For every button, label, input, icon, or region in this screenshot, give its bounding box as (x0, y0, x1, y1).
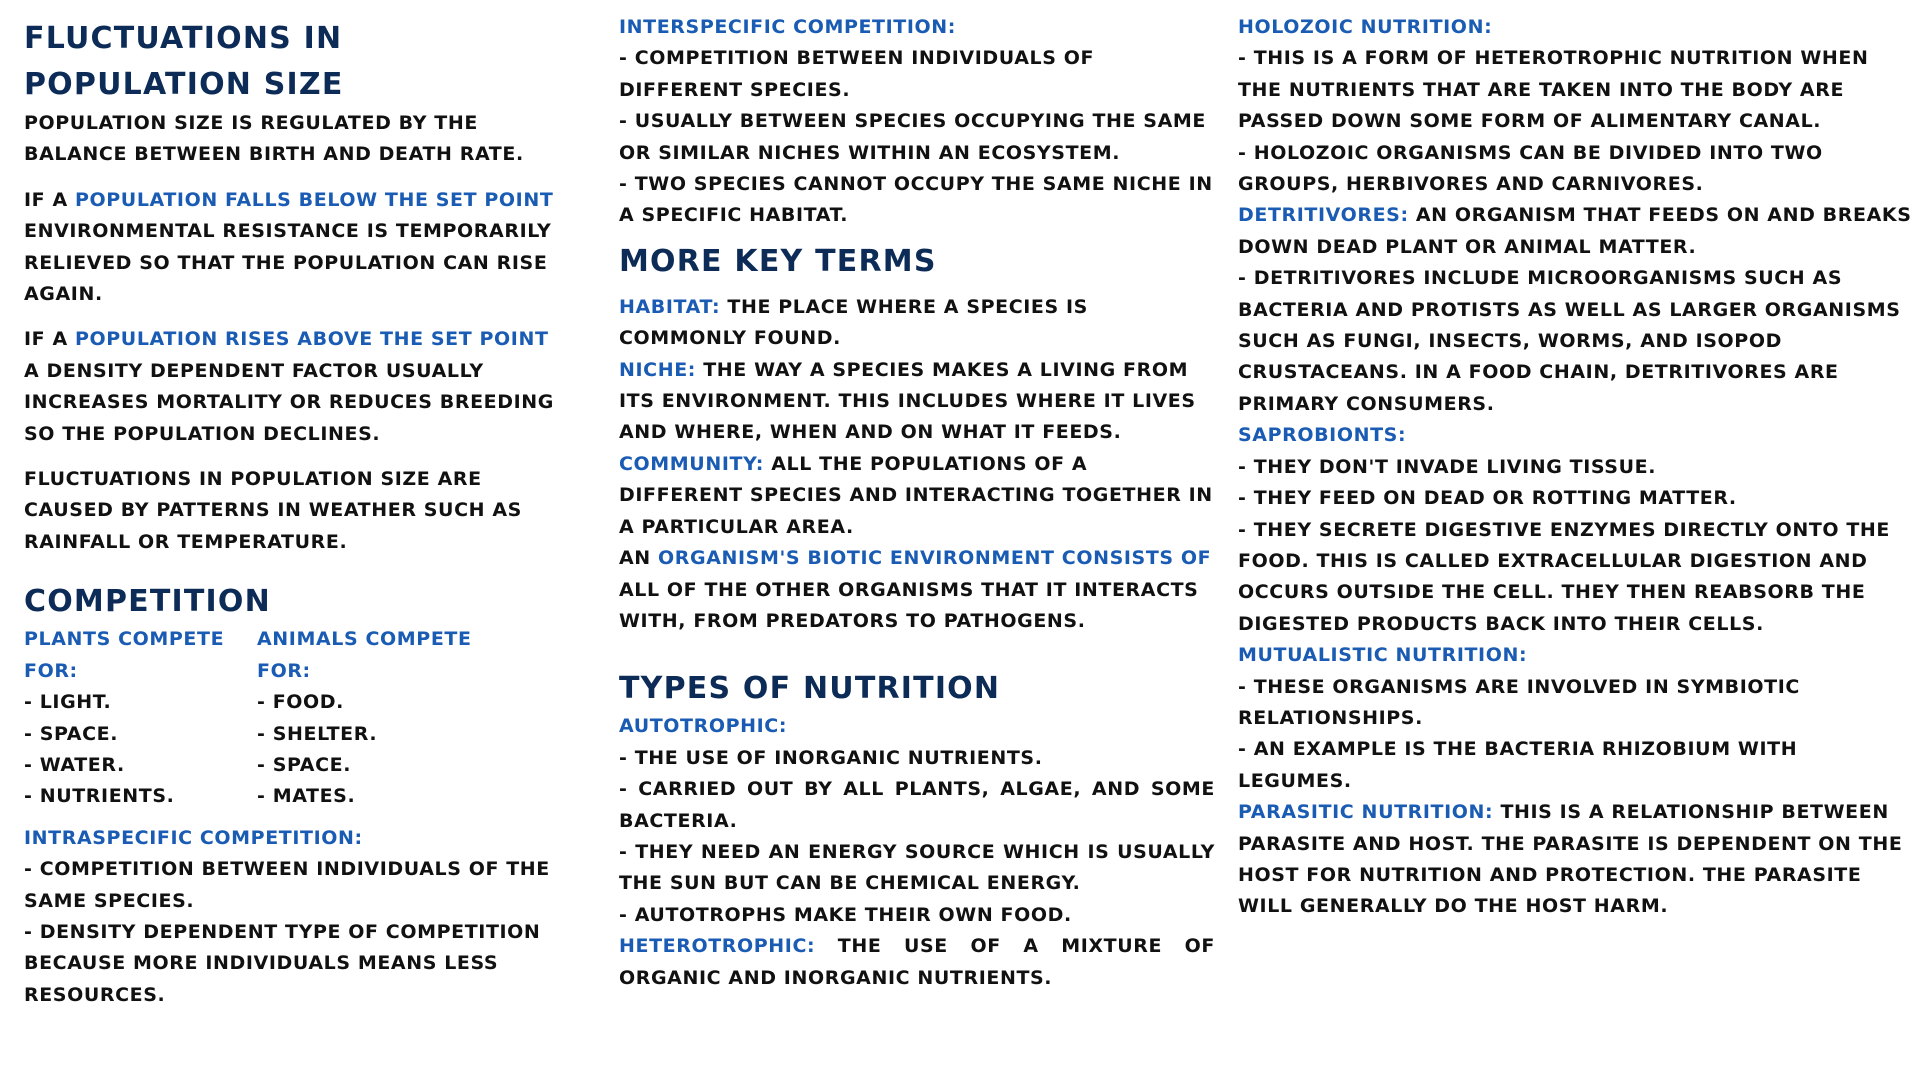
list-item: - SHELTER. (257, 722, 378, 745)
plants-list (24, 624, 257, 812)
list-item: - THE USE OF INORGANIC NUTRIENTS. (619, 746, 1043, 769)
term-biotic-environment (619, 543, 1215, 637)
list-item: - THIS IS A FORM OF HETEROTROPHIC NUTRITION WHEN THE NUTRIENTS THAT ARE TAKEN INTO THE BODY ARE PASSED DOWN SOME FORM OF ALIMENTARY CANAL. (1238, 47, 1869, 133)
term-definition: ALL THE POPULATIONS OF A DIFFERENT SPECIES AND INTERACTING TOGETHER IN A PARTICULAR AREA. (619, 452, 1213, 538)
intro-paragraph: POPULATION SIZE IS REGULATED BY THE BALANCE BETWEEN BIRTH AND DEATH RATE. (24, 112, 524, 166)
section-title-fluctuations: FLUCTUATIONS IN POPULATION SIZE (24, 21, 344, 102)
p1-prefix: IF A (24, 188, 75, 211)
term-label: DETRITIVORES: (1238, 204, 1409, 227)
paragraph-falls-below (24, 185, 564, 311)
list-item: - THEY SECRETE DIGESTIVE ENZYMES DIRECTLY ONTO THE FOOD. THIS IS CALLED EXTRACELLULAR DIGESTION AND OCCURS OUTSIDE THE CELL. THEY THEN REABSORB THE DIGESTED PRODUCTS BACK INTO THEIR CELLS. (1238, 518, 1891, 635)
list-item: - THEY NEED AN ENERGY SOURCE WHICH IS USUALLY THE SUN BUT CAN BE CHEMICAL ENERGY. (619, 840, 1215, 895)
term-definition: THE USE OF A MIXTURE OF ORGANIC AND INORGANIC NUTRIENTS. (619, 935, 1215, 989)
term-definition: AN ORGANISM THAT FEEDS ON AND BREAKS DOWN DEAD PLANT OR ANIMAL MATTER. (1238, 204, 1912, 258)
term-definition: THE PLACE WHERE A SPECIES IS COMMONLY FOUND. (619, 295, 1088, 350)
paragraph-rises-above (24, 324, 564, 450)
term-label: PARASITIC NUTRITION: (1238, 801, 1494, 824)
term-niche (619, 355, 1215, 449)
term-label: COMMUNITY: (619, 452, 764, 475)
list-item: - THEY FEED ON DEAD OR ROTTING MATTER. (1238, 487, 1737, 510)
list-item: - FOOD. (257, 691, 344, 714)
column-3 (1238, 12, 1913, 923)
list-item: - LIGHT. (24, 691, 112, 714)
term-parasitic (1238, 797, 1913, 923)
term-label: HABITAT: (619, 295, 721, 318)
list-item: - DETRITIVORES INCLUDE MICROORGANISMS SUCH AS BACTERIA AND PROTISTS AS WELL AS LARGER ORGANISMS SUCH AS FUNGI, INSECTS, WORMS, AND ISOPOD CRUSTACEANS. IN A FOOD CHAIN, DETRITIVORES ARE PRIMARY CONSUMERS. (1238, 267, 1901, 415)
list-item: - AUTOTROPHS MAKE THEIR OWN FOOD. (619, 903, 1072, 926)
p2-highlight: POPULATION RISES ABOVE THE SET POINT (74, 328, 549, 351)
term-definition: ALL OF THE OTHER ORGANISMS THAT IT INTERACTS WITH, FROM PREDATORS TO PATHOGENS. (619, 578, 1199, 632)
column-2 (619, 12, 1215, 994)
p2-prefix: IF A (24, 328, 75, 351)
interspecific-heading: INTERSPECIFIC COMPETITION: (619, 16, 956, 38)
list-item: - SPACE. (257, 753, 352, 776)
paragraph-weather: FLUCTUATIONS IN POPULATION SIZE ARE CAUSED BY PATTERNS IN WEATHER SUCH AS RAINFALL OR TEMPERATURE. (24, 468, 522, 553)
term-label: NICHE: (619, 358, 696, 381)
list-item: - THEY DON'T INVADE LIVING TISSUE. (1238, 455, 1657, 478)
list-item: - CARRIED OUT BY ALL PLANTS, ALGAE, AND SOME BACTERIA. (619, 778, 1215, 832)
list-item: - COMPETITION BETWEEN INDIVIDUALS OF DIFFERENT SPECIES. (619, 47, 1095, 101)
autotrophic-heading: AUTOTROPHIC: (619, 715, 788, 738)
list-item: - THESE ORGANISMS ARE INVOLVED IN SYMBIOTIC RELATIONSHIPS. (1238, 675, 1800, 729)
animals-heading: ANIMALS COMPETE FOR: (257, 628, 472, 682)
holozoic-heading: HOLOZOIC NUTRITION: (1238, 16, 1493, 38)
list-item: - MATES. (257, 785, 356, 808)
term-prefix: AN (619, 547, 659, 570)
list-item: - USUALLY BETWEEN SPECIES OCCUPYING THE SAME OR SIMILAR NICHES WITHIN AN ECOSYSTEM. (619, 110, 1206, 164)
list-item: - HOLOZOIC ORGANISMS CAN BE DIVIDED INTO TWO GROUPS, HERBIVORES AND CARNIVORES. (1238, 141, 1823, 196)
p1-highlight: POPULATION FALLS BELOW THE SET POINT (74, 188, 554, 211)
list-item: - DENSITY DEPENDENT TYPE OF COMPETITION BECAUSE MORE INDIVIDUALS MEANS LESS RESOURCES. (24, 920, 541, 1006)
intraspecific-heading: INTRASPECIFIC COMPETITION: (24, 826, 363, 849)
term-community (619, 449, 1215, 543)
animals-list (257, 624, 517, 812)
term-detritivores (1238, 200, 1913, 263)
plants-heading: PLANTS COMPETE FOR: (24, 628, 225, 682)
list-item: - TWO SPECIES CANNOT OCCUPY THE SAME NICHE IN A SPECIFIC HABITAT. (619, 173, 1213, 227)
p1-rest: ENVIRONMENTAL RESISTANCE IS TEMPORARILY RELIEVED SO THAT THE POPULATION CAN RISE AGAIN. (24, 220, 552, 306)
term-habitat (619, 292, 1215, 355)
column-1 (24, 16, 564, 1011)
list-item: - NUTRIENTS. (24, 785, 175, 808)
list-item: - SPACE. (24, 722, 119, 745)
term-label: HETEROTROPHIC: (619, 935, 816, 958)
term-definition: THIS IS A RELATIONSHIP BETWEEN PARASITE AND HOST. THE PARASITE IS DEPENDENT ON THE HOST FOR NUTRITION AND PROTECTION. THE PARASITE WILL GENERALLY DO THE HOST HARM. (1238, 801, 1903, 918)
list-item: - AN EXAMPLE IS THE BACTERIA RHIZOBIUM WITH LEGUMES. (1238, 738, 1798, 792)
mutualistic-heading: MUTUALISTIC NUTRITION: (1238, 644, 1528, 667)
section-title-nutrition: TYPES OF NUTRITION (619, 671, 1001, 707)
compete-lists (24, 624, 564, 812)
list-item: - WATER. (24, 753, 125, 776)
term-heterotrophic (619, 931, 1215, 994)
term-label: ORGANISM'S BIOTIC ENVIRONMENT CONSISTS OF (658, 547, 1212, 570)
p2-rest: A DENSITY DEPENDENT FACTOR USUALLY INCREASES MORTALITY OR REDUCES BREEDING SO THE POPULATION DECLINES. (24, 359, 554, 445)
section-title-key-terms: MORE KEY TERMS (619, 243, 937, 279)
list-item: - COMPETITION BETWEEN INDIVIDUALS OF THE SAME SPECIES. (24, 858, 550, 912)
term-definition: THE WAY A SPECIES MAKES A LIVING FROM ITS ENVIRONMENT. THIS INCLUDES WHERE IT LIVES AND WHERE, WHEN AND ON WHAT IT FEEDS. (619, 358, 1196, 444)
section-title-competition: COMPETITION (24, 584, 271, 620)
saprobionts-heading: SAPROBIONTS: (1238, 424, 1407, 447)
